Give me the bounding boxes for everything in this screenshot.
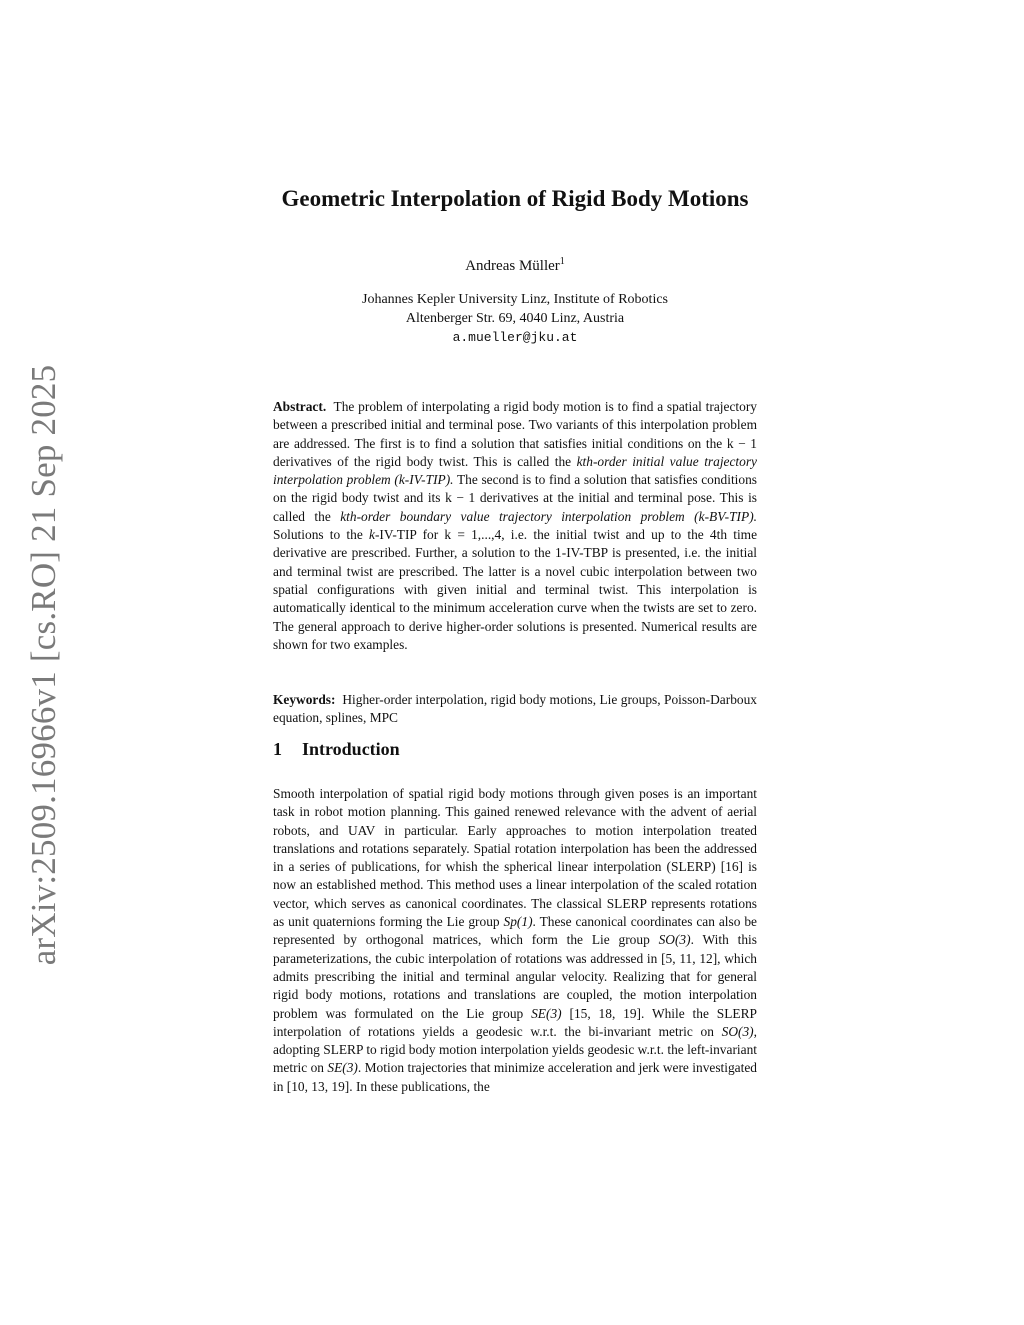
intro-group-se3-second: SE(3) [327, 1060, 358, 1076]
intro-text-1: Smooth interpolation of spatial rigid body motions through given poses is an important task in robot motion planning. This gained renewed relevance with the advent of aerial robots, and UAV in particular. Early approaches to motion interpolation treated translations and rotations separately. Spatial rotation interpolation has been the addressed in a series of publications, for whish the spherical linear interpolation (SLERP) [16] is now an established method. This method uses a linear interpolation of the scaled rotation vector, which serves as canonical coordinates. The classical SLERP represents rotations as unit quaternions forming the Lie group [273, 786, 757, 930]
keywords-text: Higher-order interpolation, rigid body motions, Lie groups, Poisson-Darboux equation, splines, MPC [273, 692, 757, 726]
abstract-text-3: Solutions to the [273, 527, 363, 543]
affiliation-mark: 1 [559, 256, 565, 267]
arxiv-identifier-text: arXiv:2509.16966v1 [cs.RO] 21 Sep 2025 [24, 364, 63, 966]
introduction-paragraph [273, 785, 757, 1096]
abstract-k-variable: k [369, 527, 375, 543]
section-heading-introduction [273, 739, 400, 760]
author-name: Andreas Müller [465, 258, 560, 274]
affiliation-institution: Johannes Kepler University Linz, Institute of Robotics [362, 292, 668, 307]
intro-text-4: [15, 18, 19]. While the SLERP interpolation of rotations yields a geodesic w.r.t. the bi-invariant metric on [273, 1005, 757, 1039]
intro-group-se3: SE(3) [531, 1005, 562, 1021]
section-number: 1 [273, 739, 282, 759]
intro-group-so3-second: SO(3) [721, 1023, 754, 1039]
abstract-text-4: -IV-TIP for [374, 527, 439, 543]
keywords-label: Keywords: [273, 692, 336, 707]
keywords [273, 691, 757, 728]
intro-text-6: . Motion trajectories that minimize acceleration and jerk were investigated in [10, 13, 19]. In these publications, the [273, 1060, 757, 1094]
abstract-term-kivtip: kth-order initial value trajectory interpolation problem (k-IV-TIP). [273, 453, 757, 488]
affiliation-address: Altenberger Str. 69, 4040 Linz, Austria [405, 311, 625, 326]
abstract [273, 398, 757, 654]
intro-text-3: . With this parameterizations, the cubic interpolation of rotations was addressed in [5, 11, 12], which admits prescribing the initial and terminal angular velocity. Realizing that for general rigid body motions, rotations and translations are coupled, the motion interpolation problem was formulated on the Lie group [273, 932, 757, 1021]
abstract-text-1: The problem of interpolating a rigid body motion is to find a spatial trajectory between a prescribed initial and terminal pose. Two variants of this interpolation problem are addressed. The first is to find a solution that satisfies initial conditions on the k − 1 derivatives of the rigid body twist. This is called the [273, 399, 757, 469]
abstract-term-kbvtip: kth-order boundary value trajectory interpolation problem (k-BV-TIP). [340, 508, 757, 524]
arxiv-identifier [14, 364, 74, 966]
intro-group-sp1: Sp(1) [503, 914, 533, 930]
abstract-text-5: i.e. the initial twist and up to the 4th time derivative are prescribed. Further, a solution to the 1-IV-TBP is presented, i.e. the initial and terminal twist are prescribed. The latter is a novel cubic interpolation between two spatial configurations with given initial and terminal twist. This interpolation is automatically identical to the minimum acceleration curve when the twists are set to zero. The general approach to derive higher-order solutions is presented. Numerical results are shown for two examples. [273, 527, 758, 652]
intro-text-5: , adopting SLERP to rigid body motion interpolation yields geodesic w.r.t. the left-invariant metric on [273, 1023, 757, 1076]
intro-group-so3: SO(3) [658, 932, 691, 948]
affiliation-block [273, 290, 757, 347]
abstract-label: Abstract. [273, 399, 327, 414]
paper-title: Geometric Interpolation of Rigid Body Motions [281, 186, 749, 211]
abstract-k-range: k = 1,...,4, [444, 527, 505, 543]
section-title: Introduction [302, 739, 400, 759]
abstract-text-2: The second is to find a solution that satisfies conditions on the rigid body twist and its k − 1 derivatives at the initial and terminal pose. This is called the [273, 472, 757, 524]
author-line [273, 256, 757, 275]
intro-text-2: . These canonical coordinates can also be represented by orthogonal matrices, which form the Lie group [273, 914, 757, 948]
author-email[interactable]: a.mueller@jku.at [452, 330, 578, 345]
